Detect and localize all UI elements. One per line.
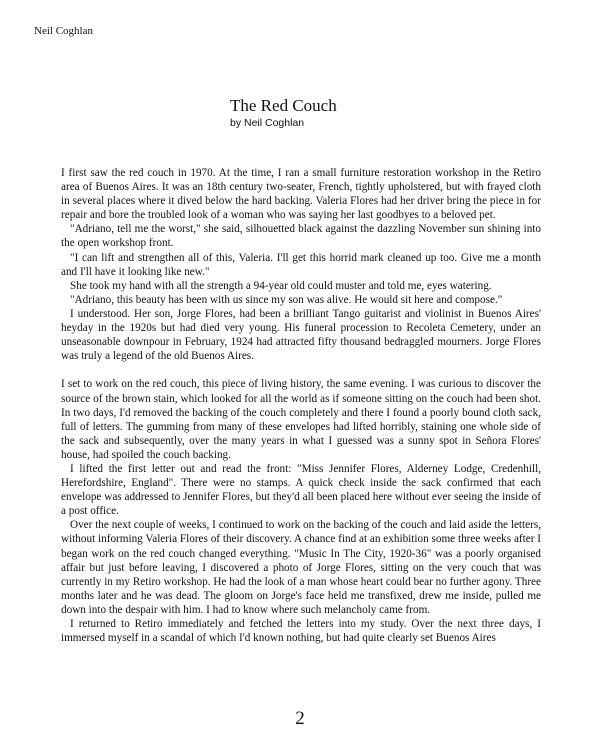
story-body (61, 166, 541, 645)
paragraph: She took my hand with all the strength a 94-year old could muster and told me, eyes watering. (70, 279, 492, 292)
paragraph: "Adriano, tell me the worst," she said, silhouetted black against the dazzling November sun shining into the open workshop front. (61, 223, 541, 250)
paragraph: I first saw the red couch in 1970. At the time, I ran a small furniture restoration workshop in the Retiro area of Buenos Aires. It was an 18th century two-seater, French, tightly upholstered, but with frayed cloth in several places where it dived below the hard backing. Valeria Flores had her driver bring the piece in for repair and bore the troubled look of a woman who was saying her last goodbyes to a beloved pet. (61, 167, 541, 222)
paragraph: I set to work on the red couch, this piece of living history, the same evening. I was curious to discover the source of the brown stain, which looked for all the world as if someone sitting on the couch had been shot. In two days, I'd removed the backing of the couch completely and there I found a poorly bound cloth sack, full of letters. The gumming from many of these envelopes had lifted horribly, staining one whole side of the sack and subsequently, over the many years in what I guessed was a sunny spot in Señora Flores' house, had spoiled the couch backing. (61, 378, 541, 461)
paragraph: I lifted the first letter out and read the front: "Miss Jennifer Flores, Alderney Lodge, Credenhill, Herefordshire, England". There were no stamps. A quick check inside the sack confirmed that each envelope was addressed to Jennifer Flores, but they'd all been placed here without ever seeing the inside of a post office. (61, 462, 541, 518)
paragraph: Over the next couple of weeks, I continued to work on the backing of the couch and laid aside the letters, without informing Valeria Flores of their discovery. A chance find at an exhibition some three weeks after I began work on the red couch changed everything. "Music In The City, 1920-36" was a poorly organised affair but just before leaving, I discovered a photo of Jorge Flores, sitting on the very couch that was currently in my Retiro workshop. He had the look of a man whose heart could bear no further agony. Three months later and he was dead. The gloom on Jorge's face held me transfixed, drew me inside, pulled me down into the despair with him. I had to know where such melancholy came from. (61, 519, 541, 616)
running-head-author: Neil Coghlan (34, 25, 93, 37)
paragraph: I understood. Her son, Jorge Flores, had been a brilliant Tango guitarist and violinist in Buenos Aires' heyday in the 1920s but had died very young. His funeral procession to Recoleta Cemetery, under an unseasonable downpour in February, 1924 had attracted fifty thousand bedraggled mourners. Jorge Flores was truly a legend of the old Buenos Aires. (61, 307, 541, 363)
paragraph: "Adriano, this beauty has been with us since my son was alive. He would sit here and compose." (70, 293, 503, 306)
paragraph: I returned to Retiro immediately and fetched the letters into my study. Over the next three days, I immersed myself in a scandal of which I'd known nothing, but had quite clearly set Buenos Aires (61, 618, 541, 645)
story-byline: by Neil Coghlan (230, 117, 305, 129)
paragraph: "I can lift and strengthen all of this, Valeria. I'll get this horrid mark cleaned up too. Give me a month and I'll have it looking like new." (61, 251, 541, 278)
story-title: The Red Couch (230, 96, 337, 115)
title-block (230, 96, 337, 130)
page-number: 2 (295, 708, 305, 729)
